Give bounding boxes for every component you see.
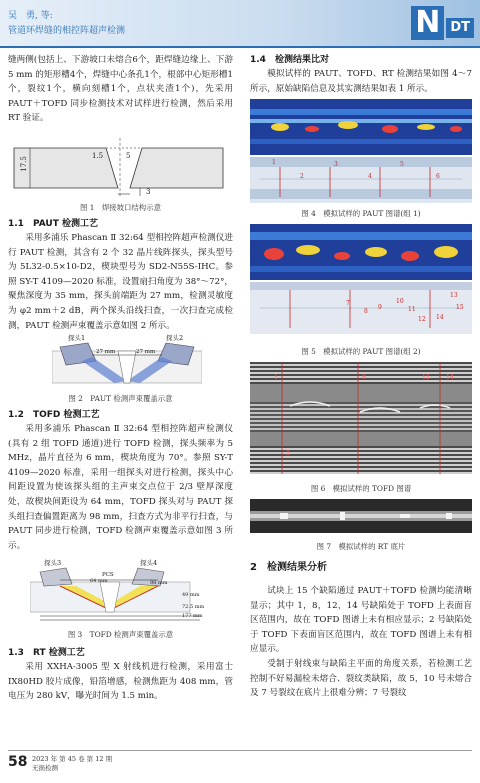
running-authors: 吴 勇, 等:	[8, 11, 53, 21]
section-1-3	[8, 646, 233, 704]
logo-letters-dt: DT	[446, 18, 474, 38]
section-1-4-title: 1.4 检测结果比对	[250, 55, 329, 65]
fig4-label-1: 1	[272, 159, 276, 166]
figure-7-rt-film	[250, 499, 472, 533]
fig6-label-1: 1	[274, 374, 278, 381]
dim-thickness: 17.5	[19, 156, 28, 172]
figure-2-caption: 图 2 PAUT 检测声束覆盖示意	[68, 394, 173, 403]
logo-letter-n: N	[411, 6, 444, 40]
section-1-3-body: 采用 XXHA-3005 型 X 射线机进行检测，采用富士 IX80HD 胶片成像，铅箔增感，检测焦距为 408 mm，管电压为 280 kV，曝光时间为 1.5 min。	[8, 662, 233, 702]
figure-6-caption: 图 6 模拟试样的 TOFD 图谱	[310, 484, 412, 493]
section-1-2	[8, 408, 233, 553]
dim-land: 1.5	[92, 152, 104, 160]
figure-7-caption: 图 7 模拟试样的 RT 底片	[316, 542, 406, 551]
figure-1-caption: 图 1 焊接坡口结构示意	[80, 203, 161, 212]
fig6-label-8: 8	[362, 374, 366, 381]
label-probe-4: 探头4	[140, 559, 158, 567]
fig5-label-13: 13	[450, 292, 458, 299]
header-rule	[0, 46, 480, 48]
footer-meta	[32, 755, 112, 773]
footer-journal: 无损检测	[32, 764, 58, 772]
label-distance-1: 27 mm	[96, 349, 116, 355]
fig5-label-8: 8	[364, 308, 368, 315]
journal-logo	[411, 6, 474, 40]
figure-5-paut-group2	[250, 224, 472, 336]
section-1-1-body: 采用多浦乐 Phascan Ⅱ 32:64 型相控阵超声检测仪进行 PAUT 检测，其含有 2 个 32 晶片线阵探头，探头型号为 5L32-0.5×10-D2，楔块型号为 SD2-N55S-IHC。参照 SY-T 4109—2020 标准，设置扇扫角度为 38°～72°，聚焦深度为 35 mm，探头前端距为 27 mm，检测灵敏度为 φ2 mm＋2 dB，两个探头沿线扫查，一次扫查完成检测，PAUT 检测声束覆盖示意如图 2 所示。	[8, 233, 233, 331]
fig5-label-12: 12	[418, 316, 426, 323]
figure-4-paut-group1	[250, 99, 472, 205]
label-probe-2: 探头2	[166, 334, 184, 342]
fig4-label-2: 2	[300, 173, 304, 180]
fig5-label-15: 15	[456, 304, 464, 311]
fig5-label-7: 7	[346, 300, 350, 307]
label-d1: 64 mm	[90, 578, 108, 584]
section-2-title: 2 检测结果分析	[250, 562, 327, 573]
label-probe-1: 探头1	[68, 334, 86, 342]
label-distance-2: 27 mm	[136, 349, 156, 355]
label-pcs: PCS	[102, 572, 114, 578]
fig6-label-2: 2	[286, 450, 290, 457]
section-2	[250, 560, 472, 701]
section-1-1	[8, 217, 233, 333]
fig4-label-5: 5	[400, 161, 404, 168]
footer-issue: 2023 年 第 45 卷 第 12 期	[32, 755, 113, 763]
figure-6-tofd	[250, 362, 472, 474]
section-1-2-body: 采用多浦乐 Phascan Ⅱ 32:64 型相控阵超声检测仪(具有 2 组 TOFD 通道)进行 TOFD 检测，探头频率为 5 MHz，晶片直径为 6 mm，楔块角度为 70°。参照 SY-T 4109—2020 标准，采用一组探头对进行检测，探头中心间距设置为使该探头组的主声束交点位于 2/3 壁厚深度处，故楔块间距设为 64 mm，TOFD 探头对与 PAUT 探头组扫查偏置距离为 98 mm，扫查方式为非平行扫查，与 PAUT 同步进行检测，TOFD 检测声束覆盖示意如图 3 所示。	[8, 424, 233, 551]
label-probe-3: 探头3	[44, 559, 62, 567]
intro-paragraph: 缝两侧(包括上、下游坡口未熔合6个，距焊缝边缘上、下游5 mm 的矩形槽4个，焊缝中心条孔1个，根部中心矩形槽1个，裂纹1个，横向刻槽1个，点状夹渣1个)，先采用 PAUT＋TOFD 同步检测技术对试样进行检测，然后采用 RT 验证。	[8, 55, 233, 124]
label-d2: 98 mm	[150, 580, 168, 586]
figure-4-caption: 图 4 模拟试样的 PAUT 图谱(组 1)	[301, 209, 421, 218]
fig5-label-10: 10	[396, 298, 404, 305]
figure-1-groove	[8, 138, 233, 200]
section-1-1-title: 1.1 PAUT 检测工艺	[8, 219, 98, 229]
section-1-2-title: 1.2 TOFD 检测工艺	[8, 410, 100, 420]
figure-5-caption: 图 5 模拟试样的 PAUT 图谱(组 2)	[301, 347, 421, 356]
fig6-label-14: 14	[446, 374, 454, 381]
figure-3-tofd-beam	[30, 560, 210, 624]
section-1-3-title: 1.3 RT 检测工艺	[8, 648, 85, 658]
fig4-label-4: 4	[368, 173, 372, 180]
label-d4: 72.5 mm	[182, 604, 205, 610]
page-number: 58	[8, 754, 28, 770]
fig4-label-6: 6	[436, 173, 440, 180]
dim-gap: 3	[146, 188, 151, 196]
label-d5: 177 mm	[182, 613, 203, 619]
fig4-label-3: 3	[334, 161, 338, 168]
fig5-label-14: 14	[436, 314, 444, 321]
section-2-paragraph-2: 受制于射线束与缺陷主平面的角度关系，若检测工艺控制不好易漏检未熔合、裂纹类缺陷，故 5，10 号未熔合及 7 号裂纹在底片上很难分辨；7 号裂纹	[250, 658, 472, 699]
section-2-paragraph-1: 试块上 15 个缺陷通过 PAUT＋TOFD 检测均能清晰显示；其中 1，8，12，14 号缺陷处于 TOFD 上表面盲区范围内，故在 TOFD 图谱上未有相应显示；2 号缺陷处于 TOFD 下表面盲区范围内，故在 TOFD 图谱上未有相应显示。	[250, 586, 472, 655]
running-title: 管道环焊缝的相控阵超声检测	[8, 26, 126, 36]
fig5-label-9: 9	[378, 304, 382, 311]
fig6-label-12: 12	[422, 374, 430, 381]
figure-3-caption: 图 3 TOFD 检测声束覆盖示意	[67, 630, 174, 639]
footer-rule	[8, 750, 472, 751]
section-1-4-body: 模拟试样的 PAUT、TOFD、RT 检测结果如图 4～7 所示，原始缺陷信息及其实测结果如表 1 所示。	[250, 69, 472, 94]
fig5-label-11: 11	[408, 306, 416, 313]
label-d3: 49 mm	[182, 592, 200, 598]
dim-bevel: 5	[126, 152, 131, 160]
figure-2-paut-beam	[52, 334, 202, 387]
section-1-4	[250, 53, 472, 96]
